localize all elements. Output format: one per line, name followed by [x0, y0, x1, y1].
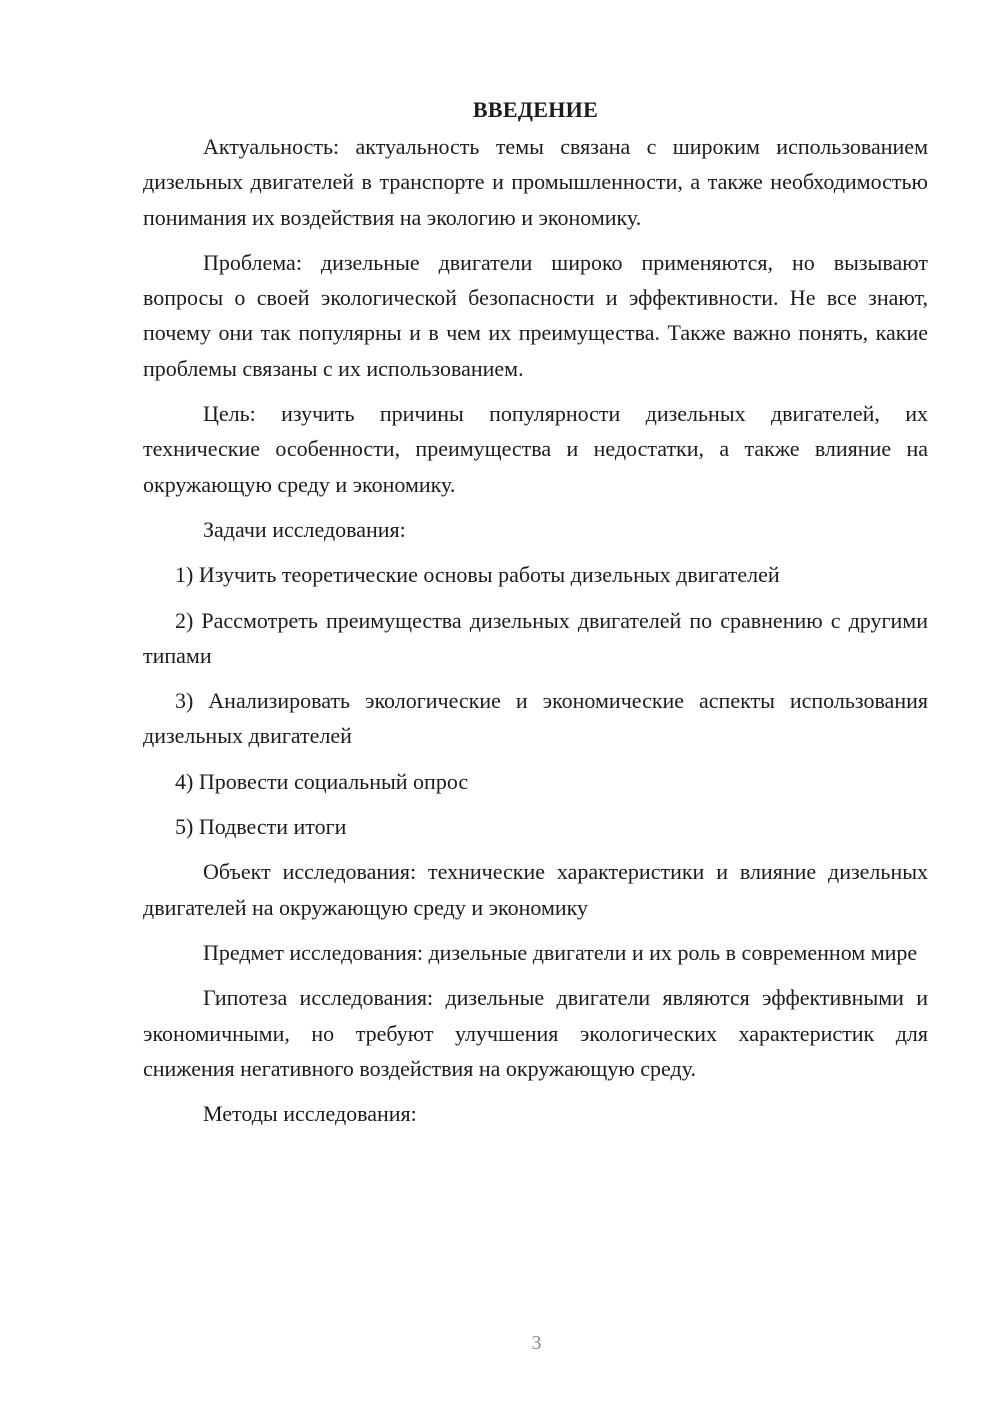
relevance-paragraph: Актуальность: актуальность темы связана с широким использованием дизельных двигателей в транспорте и промышленности, а также необходимостью понимания их воздействия на экологию и экономику. [143, 134, 928, 230]
subject-paragraph: Предмет исследования: дизельные двигатели и их роль в современном мире [203, 939, 918, 965]
task-item-5: 5) Подвести итоги [175, 814, 347, 840]
goal-paragraph: Цель: изучить причины популярности дизельных двигателей, их технические особенности, преимущества и недостатки, а также влияние на окружающую среду и экономику. [143, 401, 928, 497]
document-page [143, 92, 928, 1141]
task-item-2: 2) Рассмотреть преимущества дизельных двигателей по сравнению с другими типами [143, 607, 928, 668]
task-item-4: 4) Провести социальный опрос [175, 768, 469, 794]
methods-heading: Методы исследования: [203, 1101, 417, 1127]
object-paragraph: Объект исследования: технические характеристики и влияние дизельных двигателей на окружающую среду и экономику [143, 859, 928, 920]
task-item-1: 1) Изучить теоретические основы работы дизельных двигателей [175, 562, 780, 588]
page-number: 3 [531, 1332, 542, 1354]
hypothesis-paragraph: Гипотеза исследования: дизельные двигатели являются эффективными и экономичными, но требуют улучшения экологических характеристик для снижения негативного воздействия на окружающую среду. [143, 985, 928, 1081]
tasks-heading: Задачи исследования: [203, 516, 406, 542]
section-title: ВВЕДЕНИЕ [472, 97, 599, 122]
task-item-3: 3) Анализировать экологические и экономические аспекты использования дизельных двигателей [143, 688, 928, 749]
problem-paragraph: Проблема: дизельные двигатели широко применяются, но вызывают вопросы о своей экологической безопасности и эффективности. Не все знают, почему они так популярны и в чем их преимущества. Также важно понять, какие проблемы связаны с их использованием. [143, 249, 928, 381]
